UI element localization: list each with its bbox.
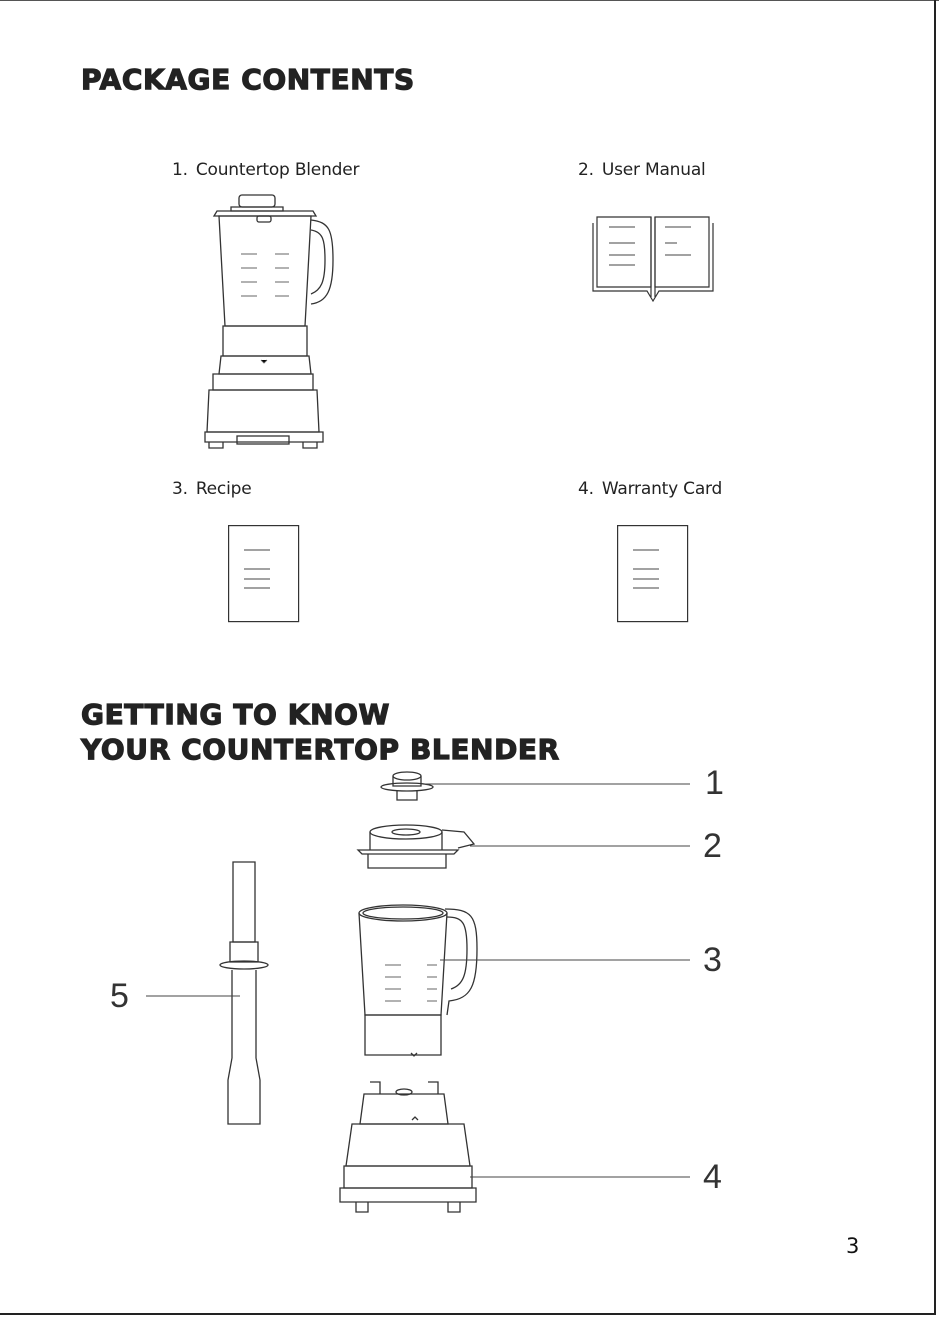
callout-1: 1 bbox=[705, 764, 724, 802]
item-number: 3. bbox=[172, 479, 188, 499]
item-label-text: Recipe bbox=[195, 479, 252, 499]
heading-line-1: GETTING TO KNOW bbox=[81, 698, 391, 731]
callout-3: 3 bbox=[703, 941, 722, 979]
package-contents-heading: PACKAGE CONTENTS bbox=[81, 63, 415, 96]
item-number: 4. bbox=[578, 479, 594, 499]
heading-line-2: YOUR COUNTERTOP BLENDER bbox=[81, 733, 560, 766]
page-number: 3 bbox=[846, 1234, 860, 1258]
item-number: 2. bbox=[578, 160, 594, 180]
callout-2: 2 bbox=[703, 827, 722, 865]
item-label-text: User Manual bbox=[601, 160, 706, 180]
item-label-text: Countertop Blender bbox=[195, 160, 360, 180]
item-number: 1. bbox=[172, 160, 188, 180]
callout-5: 5 bbox=[110, 977, 129, 1015]
callout-4: 4 bbox=[703, 1158, 722, 1196]
item-label-text: Warranty Card bbox=[601, 479, 723, 499]
